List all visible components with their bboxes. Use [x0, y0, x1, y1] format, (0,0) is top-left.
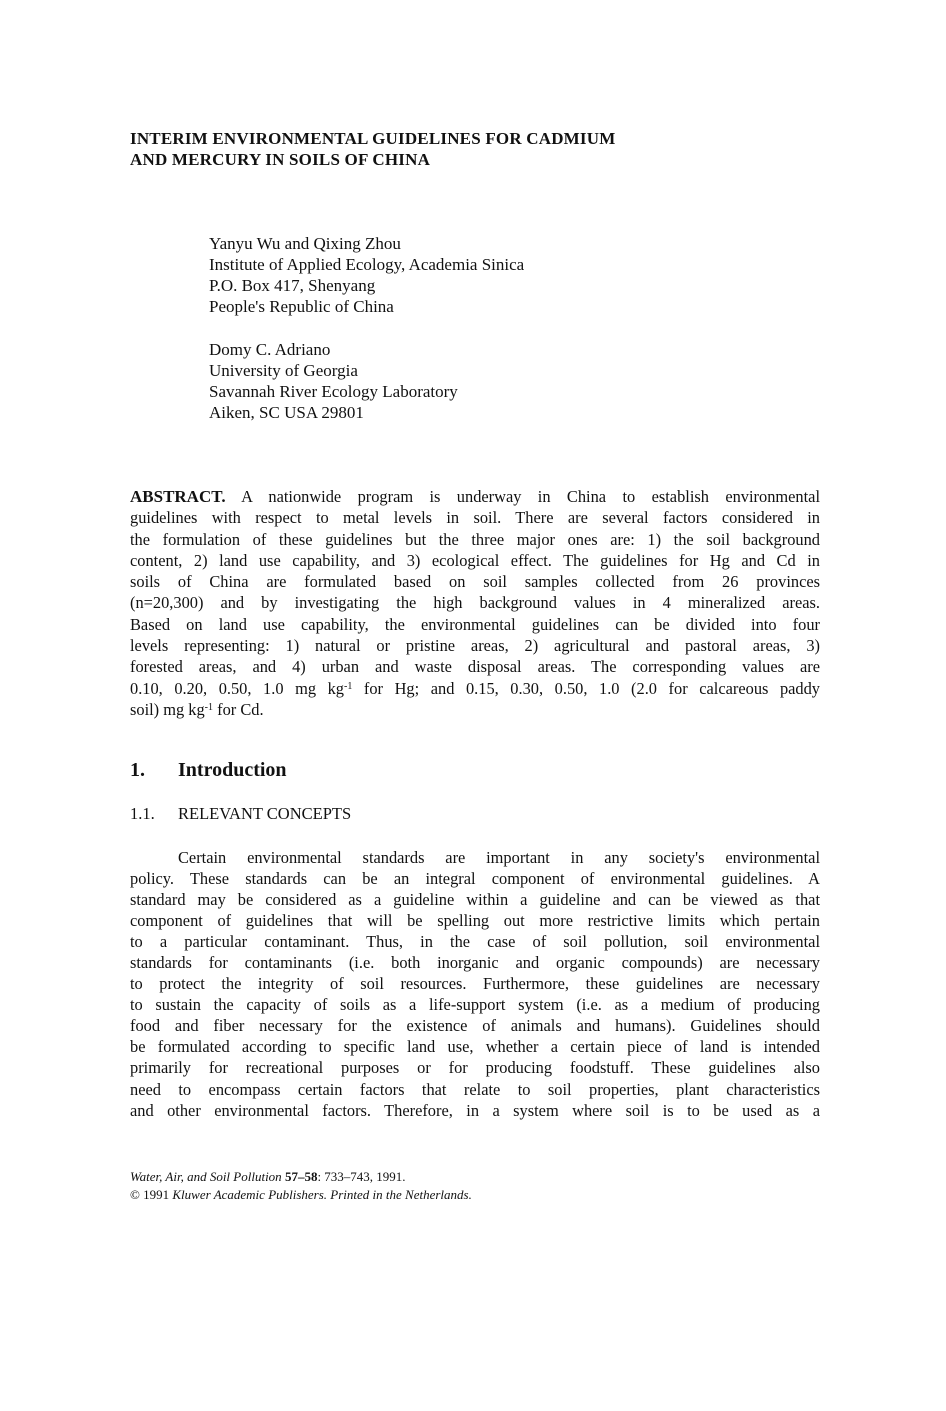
abstract-text: for Cd.	[213, 699, 264, 719]
body-line: and other environmental factors. Therefore, in a system where soil is to be used as a	[130, 1100, 820, 1120]
abstract-line	[130, 486, 820, 507]
section-number: 1.	[130, 759, 145, 781]
abstract-line	[130, 699, 820, 720]
abstract-line: soils of China are formulated based on soil samples collected from 26 provinces	[130, 572, 820, 592]
superscript: -1	[344, 680, 353, 692]
author-address: P.O. Box 417, Shenyang	[209, 276, 376, 295]
abstract-line	[130, 678, 820, 699]
abstract-line: forested areas, and 4) urban and waste disposal areas. The corresponding values are	[130, 657, 820, 677]
abstract-text: for Hg; and 0.15, 0.30, 0.50, 1.0 (2.0 for calcareous paddy	[352, 678, 821, 698]
author-names: Domy C. Adriano	[209, 340, 331, 359]
body-line: to a particular contaminant. Thus, in the case of soil pollution, soil environmental	[130, 932, 820, 952]
author-affiliation: Institute of Applied Ecology, Academia Sinica	[209, 255, 525, 274]
abstract-line: levels representing: 1) natural or pristine areas, 2) agricultural and pastoral areas, 3)	[130, 636, 820, 656]
author-laboratory: Savannah River Ecology Laboratory	[209, 382, 458, 401]
author-block-2	[209, 339, 809, 423]
subsection-number: 1.1.	[130, 804, 155, 823]
title-line-1: INTERIM ENVIRONMENTAL GUIDELINES FOR CADMIUM	[130, 129, 616, 148]
author-names: Yanyu Wu and Qixing Zhou	[209, 234, 401, 253]
author-affiliation: University of Georgia	[209, 361, 358, 380]
subsection-heading	[130, 803, 351, 824]
body-line: standard may be considered as a guideline within a guideline and can be viewed as that	[130, 890, 820, 910]
journal-citation	[130, 1168, 730, 1186]
publisher-note: Kluwer Academic Publishers. Printed in the Netherlands.	[172, 1187, 472, 1202]
body-line: need to encompass certain factors that relate to soil properties, plant characteristics	[130, 1079, 820, 1099]
body-line: standards for contaminants (i.e. both inorganic and organic compounds) are necessary	[130, 953, 820, 973]
author-country: People's Republic of China	[209, 297, 394, 316]
abstract-text: soil) mg kg	[130, 699, 205, 719]
body-line: be formulated according to specific land use, whether a certain piece of land is intended	[130, 1037, 820, 1057]
copyright-line	[130, 1186, 730, 1204]
body-paragraph	[130, 847, 820, 1121]
body-line: component of guidelines that will be spelling out more restrictive limits which pertain	[130, 911, 820, 931]
abstract-label: ABSTRACT.	[130, 487, 226, 506]
author-block-1	[209, 233, 809, 317]
abstract-line: (n=20,300) and by investigating the high background values in 4 mineralized areas.	[130, 593, 820, 613]
abstract-line: the formulation of these guidelines but the three major ones are: 1) the soil background	[130, 529, 820, 549]
body-line: policy. These standards can be an integral component of environmental guidelines. A	[130, 869, 820, 889]
title-line-2: AND MERCURY IN SOILS OF CHINA	[130, 150, 431, 169]
body-line: food and fiber necessary for the existence of animals and humans). Guidelines should	[130, 1016, 820, 1036]
section-title: Introduction	[178, 759, 287, 781]
abstract	[130, 486, 820, 720]
journal-name: Water, Air, and Soil Pollution	[130, 1169, 282, 1184]
body-line: Certain environmental standards are important in any society's environmental	[178, 848, 820, 867]
author-address: Aiken, SC USA 29801	[209, 403, 364, 422]
body-line: primarily for recreational purposes or for producing foodstuff. These guidelines also	[130, 1058, 820, 1078]
body-line: to protect the integrity of soil resources. Furthermore, these guidelines are necessary	[130, 974, 820, 994]
body-line: to sustain the capacity of soils as a life-support system (i.e. as a medium of producing	[130, 995, 820, 1015]
superscript: -1	[204, 701, 214, 713]
citation-footer	[130, 1168, 730, 1204]
section-heading	[130, 758, 287, 782]
paper-title	[130, 128, 830, 170]
abstract-line: guidelines with respect to metal levels in soil. There are several factors considered in	[130, 508, 820, 528]
journal-pages: : 733–743, 1991.	[317, 1169, 406, 1184]
journal-volume: 57–58	[284, 1169, 318, 1184]
subsection-title: RELEVANT CONCEPTS	[178, 804, 352, 823]
abstract-text: 0.10, 0.20, 0.50, 1.0 mg kg	[130, 678, 344, 698]
copyright-year: © 1991	[130, 1187, 170, 1202]
abstract-text: A nationwide program is underway in China to establish environmental	[241, 487, 820, 506]
abstract-line: Based on land use capability, the environmental guidelines can be divided into four	[130, 614, 820, 634]
abstract-line: content, 2) land use capability, and 3) ecological effect. The guidelines for Hg and Cd in	[130, 550, 820, 570]
